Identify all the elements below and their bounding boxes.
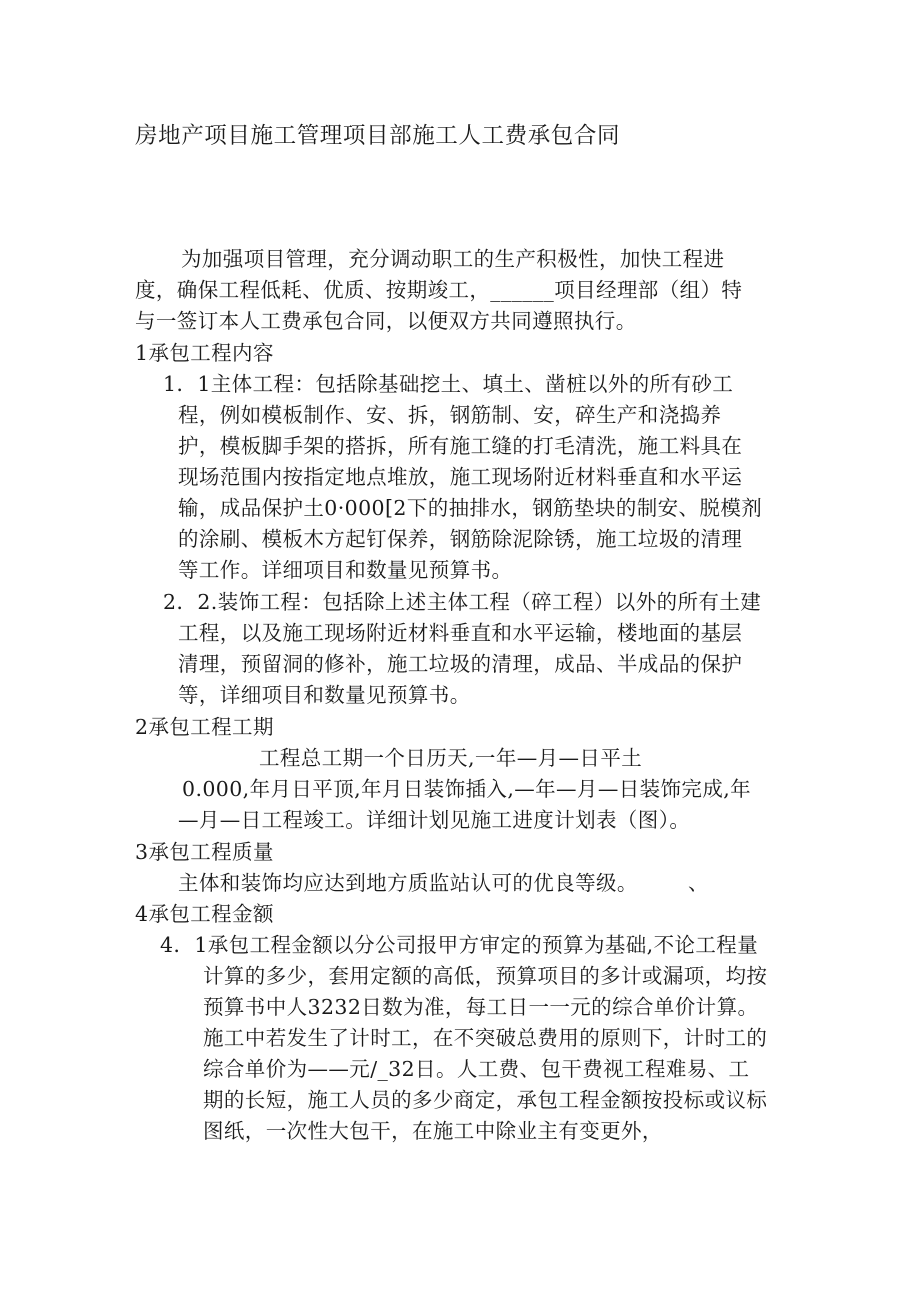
section-4-1-line: 期的长短，施工人员的多少商定，承包工程金额按投标或议标	[203, 1088, 768, 1112]
page-title: 房地产项目施工管理项目部施工人工费承包合同	[135, 123, 621, 149]
section-4-1-line: 施工中若发生了计时工，在不突破总费用的原则下，计时工的	[203, 1026, 768, 1050]
section-1-1-line: 护，模板脚手架的搭拆，所有施工缝的打毛清洗，施工料具在	[178, 434, 743, 458]
section-4-1-line: 图纸，一次性大包干，在施工中除业主有变更外，	[203, 1119, 663, 1143]
section-2-line: 工程总工期一个日历天,一年—月—日平土	[259, 746, 643, 770]
section-4-1-line: 综合单价为——元/_32日。人工费、包干费视工程难易、工	[203, 1057, 750, 1081]
section-1-heading: 1承包工程内容	[135, 341, 274, 365]
section-4-1-line: 预算书中人3232日数为准，每工日一一元的综合单价计算。	[203, 995, 759, 1019]
section-1-2-line: 工程，以及施工现场附近材料垂直和水平运输，楼地面的基层	[178, 621, 743, 645]
intro-line: 为加强项目管理，充分调动职工的生产积极性，加快工程进	[181, 247, 725, 271]
section-3-heading: 3承包工程质量	[135, 840, 274, 864]
section-4-1-line: 4．1承包工程金额以分公司报甲方审定的预算为基础,不论工程量	[160, 933, 759, 957]
section-4-1-line: 计算的多少，套用定额的高低，预算项目的多计或漏项，均按	[203, 964, 768, 988]
section-1-1-line: 1．1主体工程：包括除基础挖土、填土、凿桩以外的所有砂工	[163, 372, 734, 396]
section-1-2-line: 清理，预留洞的修补，施工垃圾的清理，成品、半成品的保护	[178, 652, 743, 676]
intro-line: 度，确保工程低耗、优质、按期竣工，______项目经理部（组）特	[135, 278, 743, 302]
section-1-1-line: 输，成品保护土0·000[2下的抽排水，钢筋垫块的制安、脱模剂	[178, 496, 763, 520]
section-1-1-line: 的涂刷、模板木方起钉保养，钢筋除泥除锈，施工垃圾的清理	[178, 527, 743, 551]
section-3-mark: 、	[688, 871, 709, 895]
intro-line: 与一签订本人工费承包合同，以便双方共同遵照执行。	[135, 309, 637, 333]
section-3-line: 主体和装饰均应达到地方质监站认可的优良等级。	[178, 871, 638, 895]
section-2-line: 0.000,年月日平顶,年月日装饰插入,—年—月—日装饰完成,年	[182, 777, 752, 801]
section-4-heading: 4承包工程金额	[135, 902, 274, 926]
section-2-line: —月—日工程竣工。详细计划见施工进度计划表（图）。	[178, 808, 691, 832]
section-1-1-line: 现场范围内按指定地点堆放，施工现场附近材料垂直和水平运	[178, 465, 743, 489]
section-2-heading: 2承包工程工期	[135, 715, 274, 739]
section-1-1-line: 等工作。详细项目和数量见预算书。	[178, 558, 513, 582]
section-1-2-line: 2．2.装饰工程：包括除上述主体工程（碎工程）以外的所有土建	[163, 590, 762, 614]
section-1-1-line: 程，例如模板制作、安、拆，钢筋制、安，碎生产和浇捣养	[178, 403, 722, 427]
section-1-2-line: 等，详细项目和数量见预算书。	[178, 683, 471, 707]
